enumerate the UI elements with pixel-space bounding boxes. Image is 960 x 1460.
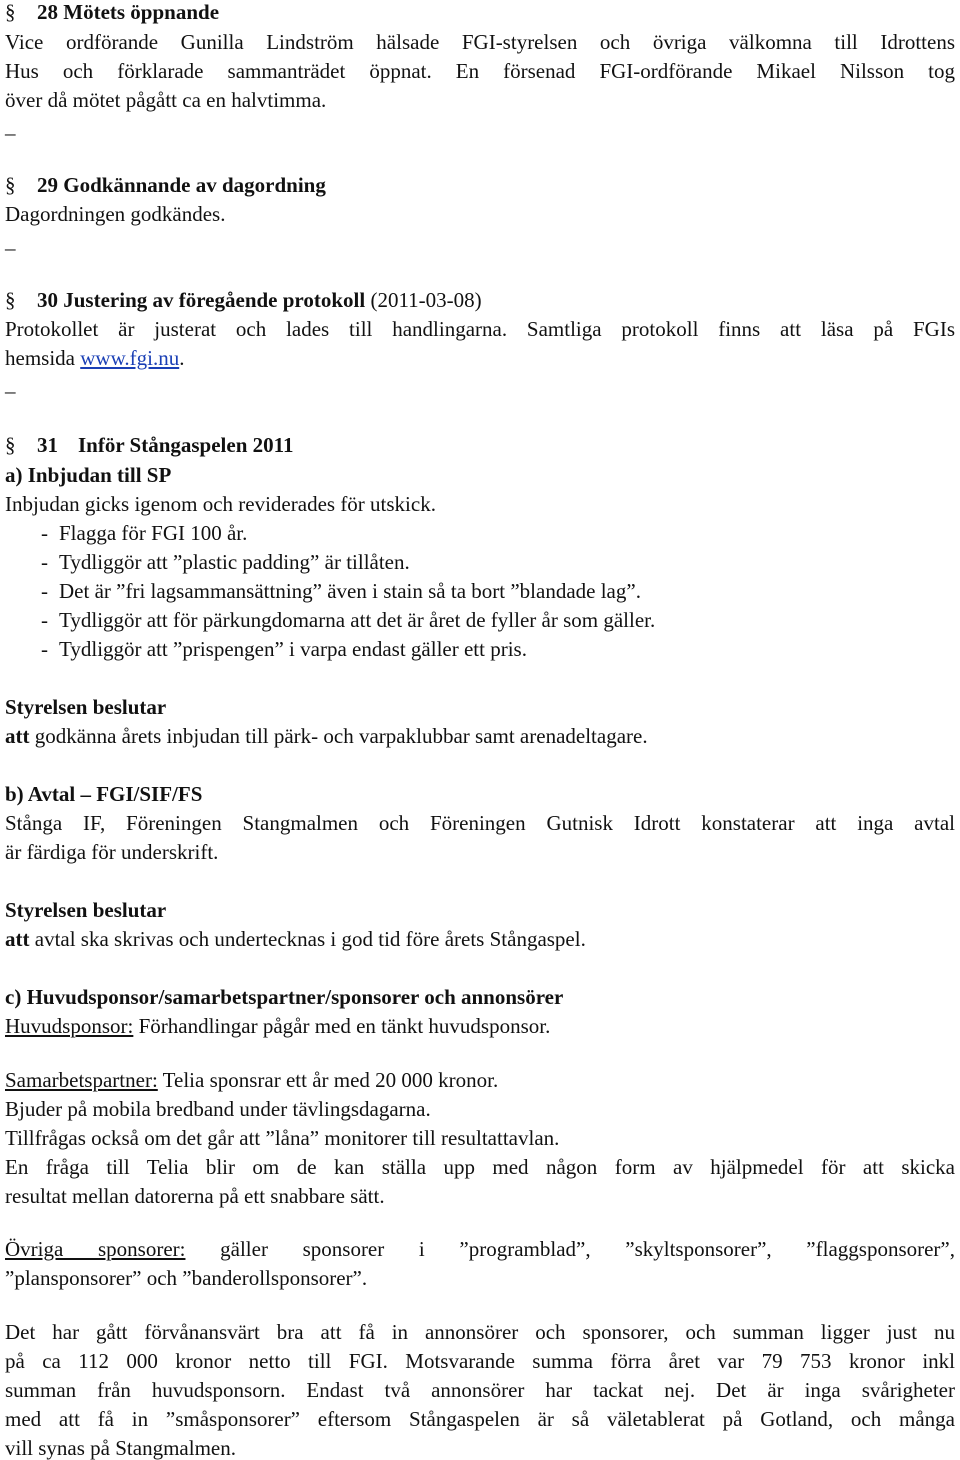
list-item: - Tydliggör att för pärkungdomarna att det är året de fyller år som gäller. — [41, 608, 656, 632]
section-30-heading: § 30 Justering av föregående protokoll (2011-03-08) — [5, 288, 482, 312]
section-28-text-line: över då mötet pågått ca en halvtimma. — [5, 88, 327, 112]
subsection-b-heading: b) Avtal – FGI/SIF/FS — [5, 782, 203, 806]
list-item: - Flagga för FGI 100 år. — [41, 521, 248, 545]
section-30-text-line: hemsida www.fgi.nu. — [5, 346, 185, 370]
list-item: - Tydliggör att ”prispengen” i varpa endast gäller ett pris. — [41, 637, 527, 661]
decision-text: att avtal ska skrivas och undertecknas i god tid före årets Stångaspel. — [5, 927, 586, 951]
list-item: - Det är ”fri lagsammansättning” även i stain så ta bort ”blandade lag”. — [41, 579, 641, 603]
section-28-text-line: Vice ordförande Gunilla Lindström hälsade FGI-styrelsen och övriga välkomna till Idrottens — [5, 30, 955, 54]
decision-heading: Styrelsen beslutar — [5, 695, 167, 719]
partner-line: Samarbetspartner: Telia sponsrar ett år med 20 000 kronor. — [5, 1068, 499, 1092]
section-28-heading: § 28 Mötets öppnande — [5, 0, 220, 24]
section-29-heading: § 29 Godkännande av dagordning — [5, 173, 326, 197]
section-31-heading: § 31 Inför Stångaspelen 2011 — [5, 433, 294, 457]
section-sign: § — [5, 433, 16, 457]
summary-paragraph-line: Det har gått förvånansvärt bra att få in annonsörer och sponsorer, och summan ligger just nu — [5, 1320, 955, 1344]
section-sign: § — [5, 173, 16, 197]
main-sponsor-line: Huvudsponsor: Förhandlingar pågår med en tänkt huvudsponsor. — [5, 1014, 551, 1038]
partner-line: En fråga till Telia blir om de kan ställa upp med någon form av hjälpmedel för att skicka — [5, 1155, 955, 1179]
decision-text: att godkänna årets inbjudan till pärk- och varpaklubbar samt arenadeltagare. — [5, 724, 648, 748]
partner-line: Tillfrågas också om det går att ”låna” monitorer till resultattavlan. — [5, 1126, 560, 1150]
separator: _ — [5, 372, 16, 396]
subsection-c-heading: c) Huvudsponsor/samarbetspartner/sponsorer och annonsörer — [5, 985, 564, 1009]
decision-heading: Styrelsen beslutar — [5, 898, 167, 922]
separator: _ — [5, 114, 16, 138]
list-item: - Tydliggör att ”plastic padding” är tillåten. — [41, 550, 410, 574]
summary-paragraph-line: summan från huvudsponsorn. Endast två annonsörer har tackat nej. Det är inga svårigheter — [5, 1378, 955, 1402]
subsection-a-heading: a) Inbjudan till SP — [5, 463, 172, 487]
other-sponsors-line: ”plansponsorer” och ”banderollsponsorer”. — [5, 1266, 368, 1290]
subsection-a-intro: Inbjudan gicks igenom och reviderades för utskick. — [5, 492, 436, 516]
subsection-b-text-line: Stånga IF, Föreningen Stangmalmen och Föreningen Gutnisk Idrott konstaterar att inga avtal — [5, 811, 955, 835]
section-28-text-line: Hus och förklarade sammanträdet öppnat. En försenad FGI-ordförande Mikael Nilsson tog — [5, 59, 955, 83]
summary-paragraph-line: vill synas på Stangmalmen. — [5, 1436, 236, 1460]
summary-paragraph-line: med att få in ”småsponsorer” eftersom Stångaspelen är så väletablerat på Gotland, och många — [5, 1407, 955, 1431]
separator: _ — [5, 229, 16, 253]
partner-line: Bjuder på mobila bredband under tävlingsdagarna. — [5, 1097, 431, 1121]
partner-line: resultat mellan datorerna på ett snabbare sätt. — [5, 1184, 385, 1208]
section-sign: § — [5, 288, 16, 312]
other-sponsors-line: Övriga sponsorer: gäller sponsorer i ”programblad”, ”skyltsponsorer”, ”flaggsponsorer”, — [5, 1237, 955, 1261]
section-29-text-line: Dagordningen godkändes. — [5, 202, 226, 226]
subsection-b-text-line: är färdiga för underskrift. — [5, 840, 219, 864]
section-sign: § — [5, 0, 16, 24]
section-30-text-line: Protokollet är justerat och lades till handlingarna. Samtliga protokoll finns att läsa på FGIs — [5, 317, 955, 341]
summary-paragraph-line: på ca 112 000 kronor netto till FGI. Motsvarande summa förra året var 79 753 kronor inkl — [5, 1349, 955, 1373]
website-link[interactable]: www.fgi.nu — [80, 346, 180, 370]
